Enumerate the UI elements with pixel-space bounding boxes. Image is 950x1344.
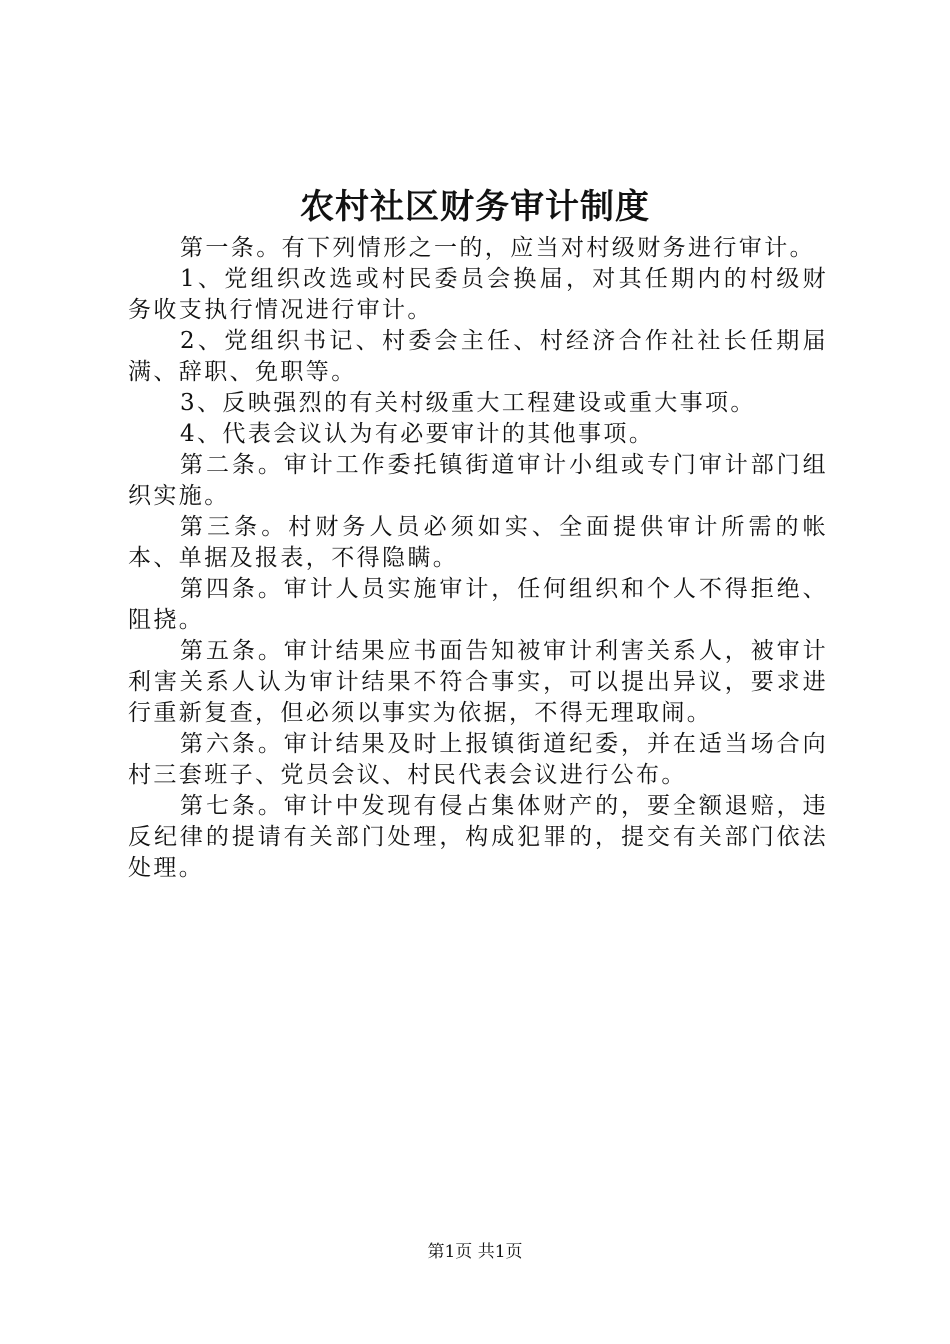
page-footer: 第1页 共1页: [427, 1242, 523, 1262]
paragraph-article-1: 第一条。有下列情形之一的，应当对村级财务进行审计。: [180, 235, 815, 261]
paragraph-article-5: 第五条。审计结果应书面告知被审计利害关系人，被审计利害关系人认为审计结果不符合事实，可以提出异议，要求进行重新复查，但必须以事实为依据，不得无理取闹。: [128, 638, 828, 726]
paragraph-item-1: 1、党组织改选或村民委员会换届，对其任期内的村级财务收支执行情况进行审计。: [128, 266, 828, 323]
paragraph-item-2: 2、党组织书记、村委会主任、村经济合作社社长任期届满、辞职、免职等。: [128, 328, 828, 385]
paragraph-article-2: 第二条。审计工作委托镇街道审计小组或专门审计部门组织实施。: [128, 452, 828, 509]
paragraph-article-7: 第七条。审计中发现有侵占集体财产的，要全额退赔，违反纪律的提请有关部门处理，构成犯罪的，提交有关部门依法处理。: [128, 793, 828, 881]
paragraph-article-3: 第三条。村财务人员必须如实、全面提供审计所需的帐本、单据及报表，不得隐瞒。: [128, 514, 828, 571]
paragraph-item-3: 3、反映强烈的有关村级重大工程建设或重大事项。: [180, 390, 756, 416]
document-body: [128, 233, 828, 884]
document-title: 农村社区财务审计制度: [300, 187, 650, 227]
paragraph-item-4: 4、代表会议认为有必要审计的其他事项。: [180, 421, 655, 447]
paragraph-article-4: 第四条。审计人员实施审计，任何组织和个人不得拒绝、阻挠。: [128, 576, 828, 633]
paragraph-article-6: 第六条。审计结果及时上报镇街道纪委，并在适当场合向村三套班子、党员会议、村民代表会议进行公布。: [128, 731, 828, 788]
